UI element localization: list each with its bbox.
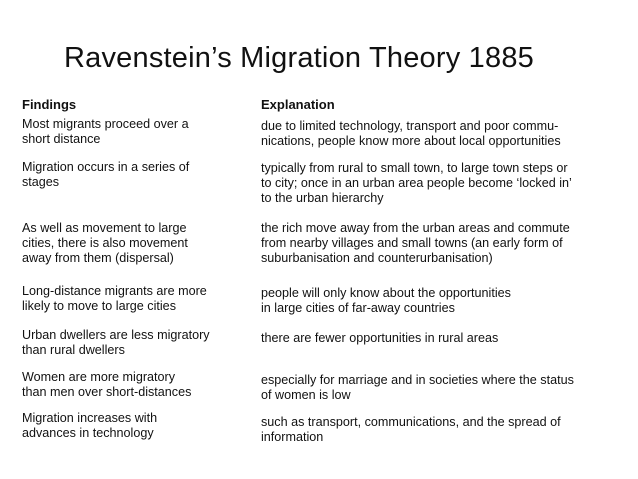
explanation-header: Explanation	[261, 97, 335, 112]
finding-5: Urban dwellers are less migratory than rural dwellers	[22, 328, 210, 357]
explanation-1: due to limited technology, transport and poor commu- nications, people know more about local opportunities	[261, 119, 561, 148]
finding-7: Migration increases with advances in technology	[22, 411, 158, 440]
explanation-6: especially for marriage and in societies where the status of women is low	[261, 373, 574, 402]
findings-header: Findings	[22, 97, 77, 112]
explanation-3: the rich move away from the urban areas and commute from nearby villages and small towns (an early form of suburbanisation and counterurbanisation)	[261, 221, 570, 265]
finding-2: Migration occurs in a series of stages	[22, 160, 190, 189]
finding-4: Long-distance migrants are more likely to move to large cities	[22, 284, 207, 313]
explanation-5: there are fewer opportunities in rural areas	[261, 331, 499, 345]
explanation-7: such as transport, communications, and the spread of information	[261, 415, 561, 444]
finding-6: Women are more migratory than men over short-distances	[22, 370, 192, 399]
explanation-2: typically from rural to small town, to large town steps or to city; once in an urban area people become ‘locked in’ to the urban hierarchy	[261, 161, 572, 205]
finding-1: Most migrants proceed over a short distance	[22, 117, 189, 146]
finding-3: As well as movement to large cities, there is also movement away from them (dispersal)	[22, 221, 188, 265]
explanation-4: people will only know about the opportunities in large cities of far-away countries	[261, 286, 511, 315]
slide-title: Ravenstein’s Migration Theory 1885	[64, 42, 534, 74]
